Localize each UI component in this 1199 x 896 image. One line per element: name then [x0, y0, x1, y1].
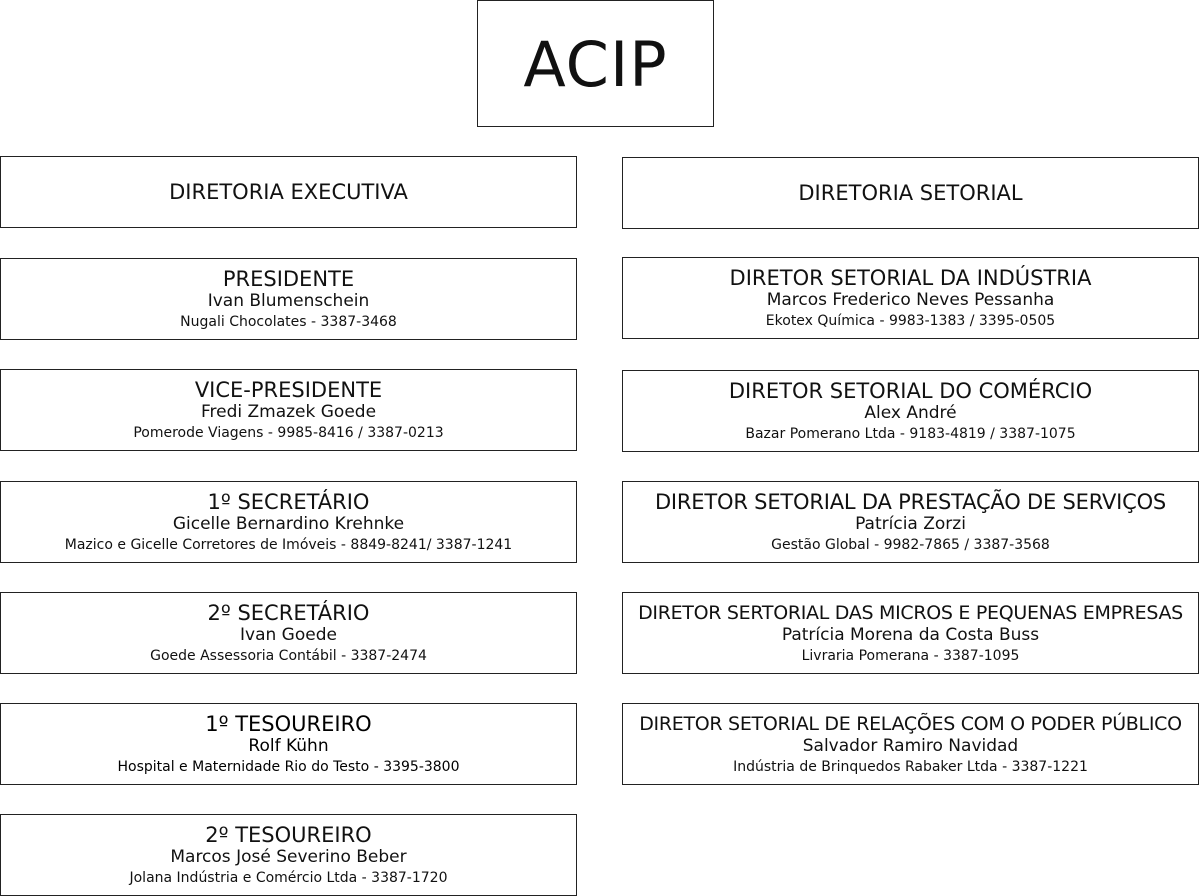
member-name: Rolf Kühn: [248, 735, 329, 756]
commerce-director-box: [622, 370, 1199, 452]
member-company: Jolana Indústria e Comércio Ltda - 3387-1720: [129, 869, 448, 886]
member-company: Pomerode Viagens - 9985-8416 / 3387-0213: [133, 424, 444, 441]
member-company: Goede Assessoria Contábil - 3387-2474: [150, 647, 427, 664]
second-secretary-box: [0, 592, 577, 674]
member-company: Hospital e Maternidade Rio do Testo - 3395-3800: [117, 758, 460, 775]
member-name: Patrícia Morena da Costa Buss: [781, 624, 1040, 645]
executive-board-title: DIRETORIA EXECUTIVA: [169, 179, 408, 204]
member-name: Ivan Blumenschein: [207, 290, 370, 311]
sectoral-board-title: DIRETORIA SETORIAL: [798, 180, 1023, 205]
member-name: Ivan Goede: [240, 624, 337, 645]
services-director-box: [622, 481, 1199, 563]
member-name: Fredi Zmazek Goede: [200, 401, 377, 422]
member-name: Gicelle Bernardino Krehnke: [172, 513, 405, 534]
member-company: Mazico e Gicelle Corretores de Imóveis - 8849-8241/ 3387-1241: [64, 536, 513, 553]
role-title: DIRETOR SETORIAL DE RELAÇÕES COM O PODER PÚBLICO: [639, 712, 1182, 735]
org-title-box: [477, 0, 714, 127]
role-title: 2º TESOUREIRO: [205, 822, 372, 847]
role-title: 1º SECRETÁRIO: [207, 489, 370, 514]
role-title: DIRETOR SETORIAL DA PRESTAÇÃO DE SERVIÇOS: [654, 489, 1167, 514]
member-name: Marcos Frederico Neves Pessanha: [766, 289, 1055, 310]
second-treasurer-box: [0, 814, 577, 896]
member-name: Salvador Ramiro Navidad: [802, 735, 1019, 756]
role-title: PRESIDENTE: [222, 266, 355, 291]
member-company: Gestão Global - 9982-7865 / 3387-3568: [771, 536, 1050, 553]
member-company: Ekotex Química - 9983-1383 / 3395-0505: [765, 312, 1056, 329]
role-title: 1º TESOUREIRO: [205, 711, 372, 736]
industry-director-box: [622, 257, 1199, 339]
small-business-director-box: [622, 592, 1199, 674]
member-company: Indústria de Brinquedos Rabaker Ltda - 3387-1221: [733, 758, 1088, 775]
sectoral-board-header: [622, 157, 1199, 229]
member-name: Marcos José Severino Beber: [170, 846, 407, 867]
org-title: ACIP: [523, 27, 668, 101]
member-company: Nugali Chocolates - 3387-3468: [180, 313, 397, 330]
executive-board-header: [0, 156, 577, 228]
member-name: Alex André: [864, 402, 957, 423]
first-secretary-box: [0, 481, 577, 563]
role-title: DIRETOR SERTORIAL DAS MICROS E PEQUENAS EMPRESAS: [638, 601, 1183, 624]
president-box: [0, 258, 577, 340]
first-treasurer-box: [0, 703, 577, 785]
vice-president-box: [0, 369, 577, 451]
role-title: VICE-PRESIDENTE: [194, 377, 383, 402]
member-company: Bazar Pomerano Ltda - 9183-4819 / 3387-1075: [745, 425, 1076, 442]
member-name: Patrícia Zorzi: [855, 513, 966, 534]
public-relations-director-box: [622, 703, 1199, 785]
role-title: 2º SECRETÁRIO: [207, 600, 370, 625]
role-title: DIRETOR SETORIAL DO COMÉRCIO: [728, 378, 1093, 403]
member-company: Livraria Pomerana - 3387-1095: [801, 647, 1020, 664]
role-title: DIRETOR SETORIAL DA INDÚSTRIA: [729, 265, 1092, 290]
